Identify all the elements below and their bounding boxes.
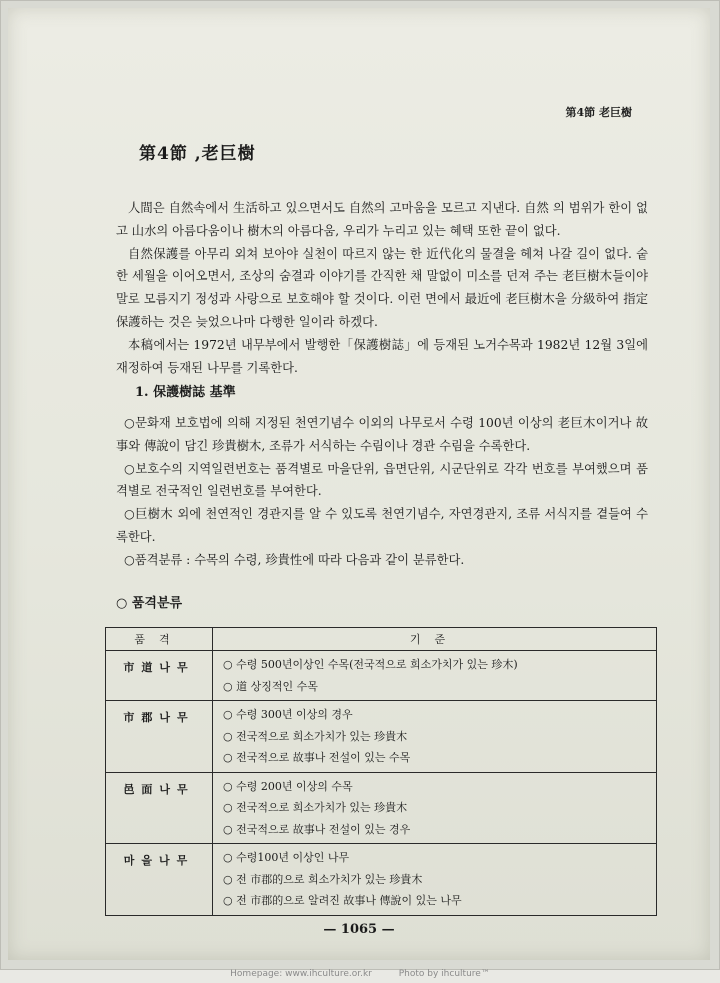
page-number: — 1065 — <box>323 922 395 937</box>
table-row <box>106 701 657 773</box>
table-row <box>106 772 657 844</box>
criteria-item: ○ 수령 200년 이상의 수목 <box>223 776 646 798</box>
intro-paragraph: 本稿에서는 1972년 내무부에서 발행한「保護樹誌」에 등재된 노거수목과 1982년 12월 3일에 재정하여 등재된 나무를 기록한다. <box>116 337 648 375</box>
photo-footer <box>0 969 720 979</box>
chapter-title: 第4節 ,老巨樹 <box>139 144 256 164</box>
criteria-cell <box>213 844 657 916</box>
criteria-item: ○ 道 상징적인 수목 <box>223 676 646 698</box>
criteria-item: ○ 전국적으로 故事나 전설이 있는 수목 <box>223 747 646 769</box>
table-row <box>106 844 657 916</box>
grade-cell: 市郡나무 <box>106 701 213 773</box>
intro-paragraph: 自然保護를 아무리 외쳐 보아야 실천이 따르지 않는 한 近代化의 물결을 헤쳐 나갈 길이 없다. 숱한 세월을 이어오면서, 조상의 숨결과 이야기를 간직한 채 말없이 미소를 던져 주는 老巨樹木들이야말로 모름지기 정성과 사랑으로 보호해야 할 것이다. 이런 면에서 最近에 老巨樹木을 分級하여 指定 保護하는 것은 늦었으나마 다행한 일이라 하겠다. <box>116 246 648 329</box>
classification-table <box>105 627 657 916</box>
classification-subheading: ○ 품격분류 <box>116 596 183 611</box>
criteria-item: ○ 수령 500년이상인 수목(전국적으로 희소가치가 있는 珍木) <box>223 654 646 676</box>
criteria-item: ○ 전국적으로 故事나 전설이 있는 경우 <box>223 819 646 841</box>
intro-paragraph: 人間은 自然속에서 生活하고 있으면서도 自然의 고마움을 모르고 지낸다. 自然 의 범위가 한이 없고 山水의 아름다움이나 樹木의 아름다움, 우리가 누리고 있는 혜택 또한 끝이 없다. <box>116 201 648 238</box>
criteria-item: ○ 전국적으로 희소가치가 있는 珍貴木 <box>223 797 646 819</box>
criteria-paragraph: ○보호수의 지역일련번호는 품격별로 마을단위, 읍면단위, 시군단위로 각각 번호를 부여했으며 품격별로 전국적인 일련번호를 부여한다. <box>116 461 648 499</box>
criteria-paragraph: ○품격분류 : 수목의 수령, 珍貴性에 따라 다음과 같이 분류한다. <box>124 552 465 567</box>
section-heading: 1. 保護樹誌 基準 <box>135 385 236 400</box>
header-grade: 품격 <box>106 628 213 651</box>
criteria-item: ○ 전국적으로 희소가치가 있는 珍貴木 <box>223 726 646 748</box>
criteria-item: ○ 수령100년 이상인 나무 <box>223 847 646 869</box>
intro-text <box>116 197 648 379</box>
header-criteria: 기준 <box>213 628 657 651</box>
document-page <box>8 8 710 960</box>
criteria-cell <box>213 772 657 844</box>
criteria-cell <box>213 701 657 773</box>
homepage-link[interactable]: Homepage: www.ihculture.or.kr <box>230 969 372 979</box>
criteria-item: ○ 전 市郡的으로 희소가치가 있는 珍貴木 <box>223 869 646 891</box>
criteria-item: ○ 수령 300년 이상의 경우 <box>223 704 646 726</box>
criteria-text <box>116 412 648 572</box>
running-head: 第4節 老巨樹 <box>565 106 632 119</box>
criteria-cell <box>213 651 657 701</box>
table-row <box>106 651 657 701</box>
criteria-paragraph: ○巨樹木 외에 천연적인 경관지를 알 수 있도록 천연기념수, 자연경관지, 조류 서식지를 곁들여 수록한다. <box>116 507 648 544</box>
photo-credit: Photo by ihculture™ <box>398 969 490 979</box>
table-header-row <box>106 628 657 651</box>
criteria-item: ○ 전 市郡的으로 알려진 故事나 傳說이 있는 나무 <box>223 890 646 912</box>
criteria-paragraph: ○문화재 보호법에 의해 지정된 천연기념수 이외의 나무로서 수령 100년 이상의 老巨木이거나 故事와 傳說이 담긴 珍貴樹木, 조류가 서식하는 수림이나 경관 수림을 수록한다. <box>116 416 648 453</box>
grade-cell: 邑面나무 <box>106 772 213 844</box>
grade-cell: 市道나무 <box>106 651 213 701</box>
grade-cell: 마을나무 <box>106 844 213 916</box>
